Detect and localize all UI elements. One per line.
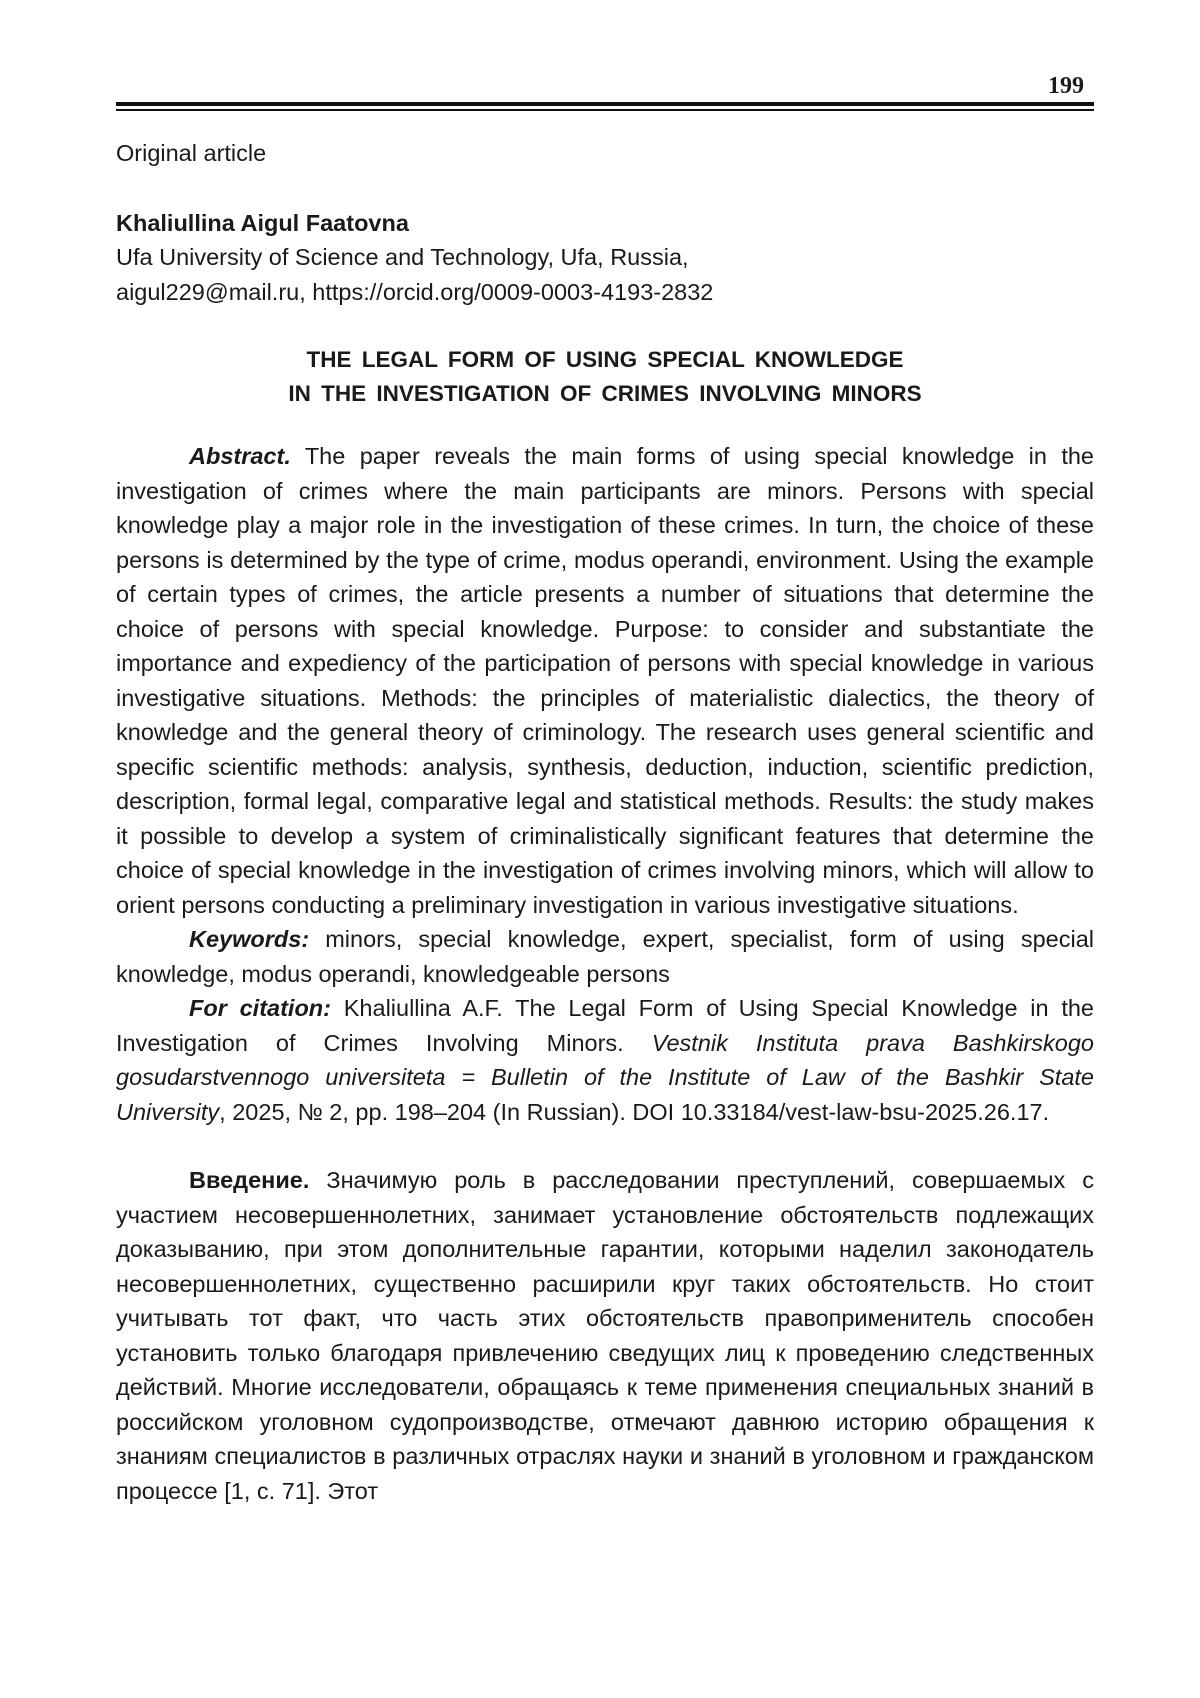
citation-details: , 2025, № 2, pp. 198–204 (In Russian). DOI 10.33184/vest-law-bsu-2025.26.17.: [219, 1098, 1050, 1125]
introduction-paragraph: [116, 1163, 1094, 1508]
header-rule-thin: [116, 109, 1094, 111]
keywords-paragraph: [116, 922, 1094, 991]
introduction-text: Значимую роль в расследовании преступлений, совершаемых с участием несовершеннолетних, занимает установление обстоятельств подлежащих доказыванию, при этом дополнительные гарантии, которыми наделил законодатель несовершеннолетних, существенно расширили круг таких обстоятельств. Но стоит учитывать тот факт, что часть этих обстоятельств правоприменитель способен установить только благодаря привлечению сведущих лиц к проведению следственных действий. Многие исследователи, обращаясь к теме применения специальных знаний в российском уголовном судопроизводстве, отмечают давнюю историю обращения к знаниям специалистов в различных отраслях науки и знаний в уголовном и гражданском процессе [1, с. 71]. Этот: [116, 1167, 1094, 1504]
introduction-section: [116, 1163, 1094, 1508]
citation-paragraph: [116, 991, 1094, 1129]
abstract-paragraph: [116, 439, 1094, 922]
article-type: Original article: [116, 140, 267, 166]
abstract-section: [116, 439, 1094, 1129]
article-title: [116, 343, 1094, 411]
citation-label: For citation:: [189, 995, 331, 1021]
citation-text: Khaliullina A.F. The Legal Form of Using Special Knowledge in the Investigation of Crimes Involving Minors.: [116, 995, 1094, 1056]
author-contact: aigul229@mail.ru, https://orcid.org/0009-0003-4193-2832: [116, 278, 714, 305]
author-block: [116, 206, 1094, 310]
introduction-label: Введение.: [189, 1167, 310, 1193]
journal-page: [116, 72, 1094, 1508]
article-title-line-1: THE LEGAL FORM OF USING SPECIAL KNOWLEDGE: [306, 347, 904, 372]
author-name: Khaliullina Aigul Faatovna: [116, 209, 409, 236]
citation-journal: Vestnik Instituta prava Bashkirskogo gosudarstvennogo universiteta = Bulletin of the Institute of Law of the Bashkir State University: [116, 1029, 1094, 1125]
abstract-label: Abstract.: [189, 443, 291, 469]
page-number: 199: [1048, 73, 1084, 99]
abstract-text: The paper reveals the main forms of using special knowledge in the investigation of crimes where the main participants are minors. Persons with special knowledge play a major role in the investigation of these crimes. In turn, the choice of these persons is determined by the type of crime, modus operandi, environment. Using the example of certain types of crimes, the article presents a number of situations that determine the choice of persons with special knowledge. Purpose: to consider and substantiate the importance and expediency of the participation of persons with special knowledge in various investigative situations. Methods: the principles of materialistic dialectics, the theory of knowledge and the general theory of criminology. The research uses general scientific and specific scientific methods: analysis, synthesis, deduction, induction, scientific prediction, description, formal legal, comparative legal and statistical methods. Results: the study makes it possible to develop a system of criminalistically significant features that determine the choice of special knowledge in the investigation of crimes involving minors, which will allow to orient persons conducting a preliminary investigation in various investigative situations.: [116, 443, 1094, 918]
keywords-label: Keywords:: [189, 926, 310, 952]
keywords-text: minors, special knowledge, expert, specialist, form of using special knowledge, modus operandi, knowledgeable persons: [116, 926, 1094, 987]
article-title-line-2: IN THE INVESTIGATION OF CRIMES INVOLVING MINORS: [288, 381, 922, 406]
header-rule-thick: [116, 102, 1094, 106]
author-affiliation: Ufa University of Science and Technology, Ufa, Russia,: [116, 244, 689, 270]
page-header: [116, 72, 1094, 112]
